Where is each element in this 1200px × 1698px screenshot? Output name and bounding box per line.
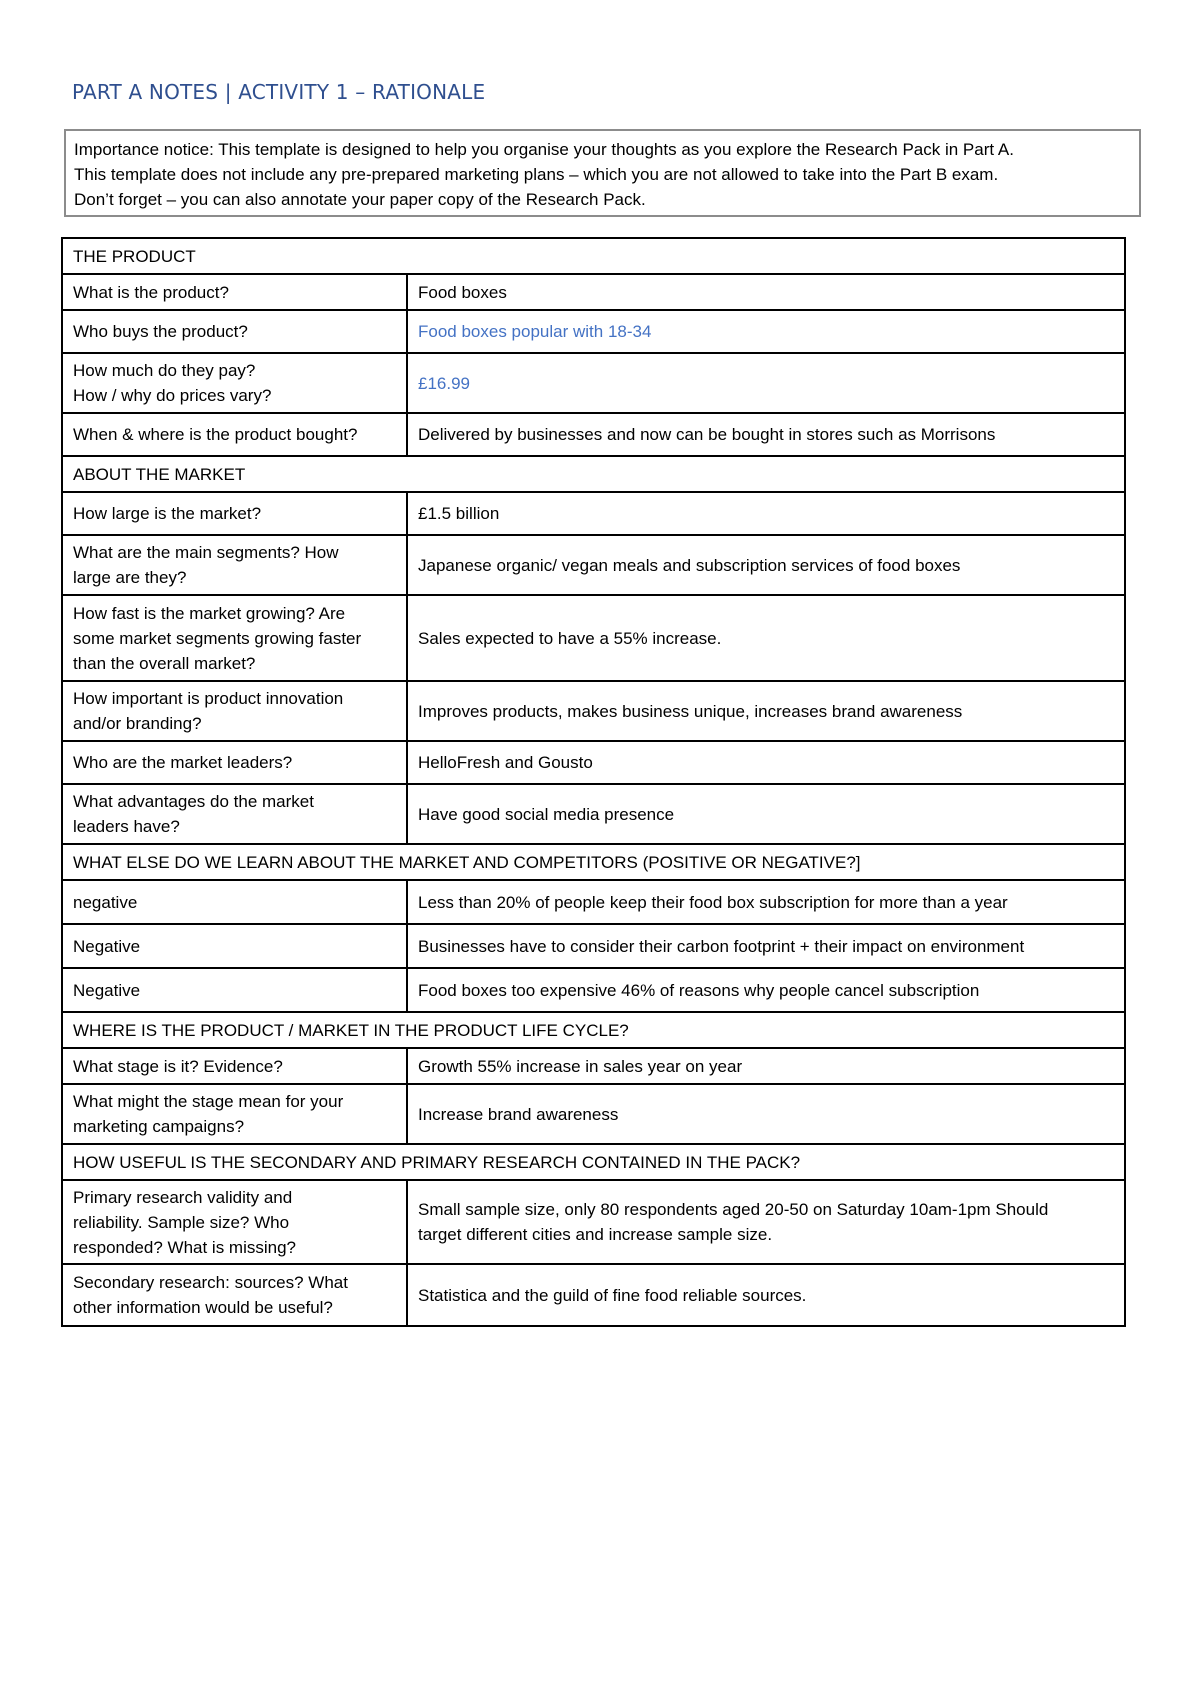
section-header: THE PRODUCT [62,238,1125,274]
question-line: marketing campaigns? [73,1117,245,1136]
question-line: responded? What is missing? [73,1237,297,1257]
section-header: WHERE IS THE PRODUCT / MARKET IN THE PRODUCT LIFE CYCLE? [62,1012,1125,1048]
table-row [62,741,1125,784]
answer-cell[interactable]: Delivered by businesses and now can be bought in stores such as Morrisons [407,413,1125,456]
table-row [62,1048,1125,1084]
question-cell: When & where is the product bought? [62,413,407,456]
question-line: How fast is the market growing? Are [73,603,346,623]
answer-cell[interactable]: Food boxes popular with 18-34 [407,310,1125,353]
table-row [62,924,1125,968]
section-header-row [62,1012,1125,1048]
answer-cell[interactable] [407,1180,1125,1264]
question-line: leaders have? [73,817,180,836]
question-line: Primary research validity and [73,1187,293,1207]
question-line: other information would be useful? [73,1298,333,1317]
question-cell [62,784,407,844]
question-cell [62,1264,407,1326]
question-cell: Negative [62,924,407,968]
notice-line: This template does not include any pre-prepared marketing plans – which you are not allowed to take into the Part B exam. [74,165,999,184]
table-row [62,880,1125,924]
answer-cell[interactable]: Food boxes too expensive 46% of reasons why people cancel subscription [407,968,1125,1012]
question-cell [62,535,407,595]
question-cell: What is the product? [62,274,407,310]
answer-cell[interactable]: £16.99 [407,353,1125,413]
question-line: Secondary research: sources? What [73,1273,348,1292]
table-row [62,310,1125,353]
section-header: WHAT ELSE DO WE LEARN ABOUT THE MARKET AND COMPETITORS (POSITIVE OR NEGATIVE?] [62,844,1125,880]
table-row [62,968,1125,1012]
question-line: What advantages do the market [73,792,314,811]
question-line: What are the main segments? How [73,543,339,562]
section-header-row [62,844,1125,880]
question-line: than the overall market? [73,653,256,673]
table-row [62,1180,1125,1264]
table-row [62,413,1125,456]
answer-cell[interactable]: Sales expected to have a 55% increase. [407,595,1125,681]
table-row [62,681,1125,741]
question-cell: What stage is it? Evidence? [62,1048,407,1084]
section-header-row [62,456,1125,492]
question-cell: Who buys the product? [62,310,407,353]
section-header: ABOUT THE MARKET [62,456,1125,492]
section-header: HOW USEFUL IS THE SECONDARY AND PRIMARY RESEARCH CONTAINED IN THE PACK? [62,1144,1125,1180]
answer-cell[interactable]: Businesses have to consider their carbon footprint + their impact on environment [407,924,1125,968]
table-row [62,595,1125,681]
answer-cell[interactable]: Japanese organic/ vegan meals and subscription services of food boxes [407,535,1125,595]
notes-table [61,237,1126,1327]
question-line: How important is product innovation [73,689,344,708]
table-row [62,784,1125,844]
table-row [62,1084,1125,1144]
answer-line: target different cities and increase sample size. [418,1225,773,1244]
page-title: PART A NOTES | ACTIVITY 1 – RATIONALE [72,80,486,104]
question-line: How / why do prices vary? [73,386,272,405]
section-header-row [62,238,1125,274]
question-cell: negative [62,880,407,924]
answer-line: Small sample size, only 80 respondents aged 20-50 on Saturday 10am-1pm Should [418,1200,1049,1219]
question-cell [62,595,407,681]
notice-line: Importance notice: This template is designed to help you organise your thoughts as you explore the Research Pack in Part A. [74,140,1014,159]
question-cell [62,353,407,413]
table-row [62,353,1125,413]
answer-cell[interactable]: Growth 55% increase in sales year on year [407,1048,1125,1084]
answer-cell[interactable]: HelloFresh and Gousto [407,741,1125,784]
importance-notice [64,129,1141,217]
table-row [62,1264,1125,1326]
answer-cell[interactable]: £1.5 billion [407,492,1125,535]
notice-line: Don’t forget – you can also annotate your paper copy of the Research Pack. [74,190,646,209]
question-line: How much do they pay? [73,361,256,380]
question-cell: Who are the market leaders? [62,741,407,784]
answer-cell[interactable]: Less than 20% of people keep their food box subscription for more than a year [407,880,1125,924]
table-row [62,274,1125,310]
answer-cell[interactable]: Improves products, makes business unique, increases brand awareness [407,681,1125,741]
section-header-row [62,1144,1125,1180]
table-row [62,492,1125,535]
question-cell [62,681,407,741]
answer-cell[interactable]: Increase brand awareness [407,1084,1125,1144]
question-cell [62,1180,407,1264]
question-line: What might the stage mean for your [73,1092,344,1111]
answer-cell[interactable]: Have good social media presence [407,784,1125,844]
question-cell: How large is the market? [62,492,407,535]
answer-cell[interactable]: Statistica and the guild of fine food reliable sources. [407,1264,1125,1326]
question-cell [62,1084,407,1144]
table-row [62,535,1125,595]
question-line: and/or branding? [73,714,202,733]
answer-cell[interactable]: Food boxes [407,274,1125,310]
question-line: reliability. Sample size? Who [73,1212,290,1232]
question-cell: Negative [62,968,407,1012]
question-line: large are they? [73,568,187,587]
question-line: some market segments growing faster [73,628,362,648]
